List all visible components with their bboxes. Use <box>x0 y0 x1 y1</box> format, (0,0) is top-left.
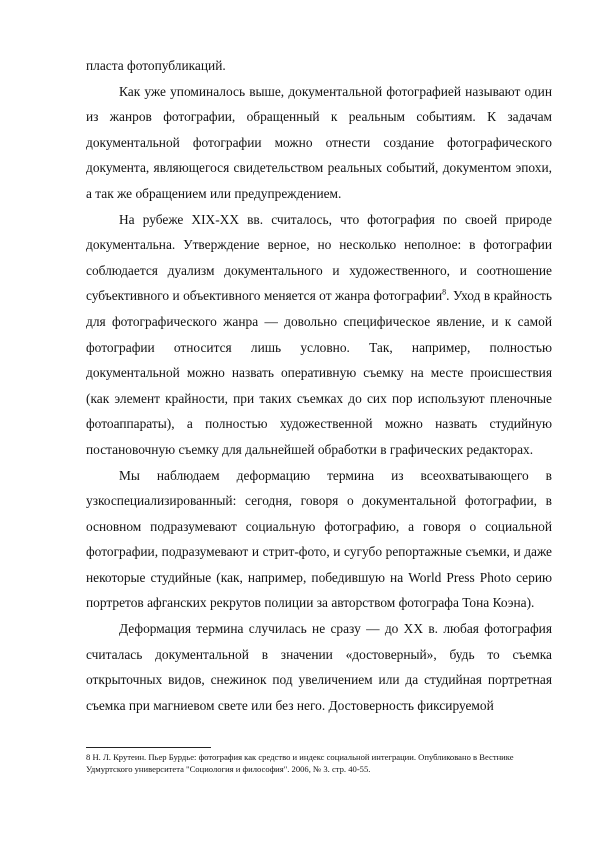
footnote-divider <box>86 747 211 748</box>
footnote-reference[interactable]: 8 <box>442 287 447 297</box>
body-text <box>86 53 552 718</box>
footnote: 8 Н. Л. Крутеин. Пьер Бурдье: фотография как средство и индекс социальной интеграции. Опубликовано в Вестнике Удмуртского университета "Социология и философия". 2006, № 3. стр. 40-55. <box>86 752 514 774</box>
paragraph-2: Как уже упоминалось выше, документальной фотографией называют один из жанров фотографии, обращенный к реальным событиям. К задачам документальной фотографии можно отнести создание фотографического документа, являющегося свидетельством реальных событий, документом эпохи, а так же обращением или предупреждением. <box>86 83 552 201</box>
paragraph-3: На рубеже XIX-XX вв. считалось, что фотография по своей природе документальна. Утверждение верное, но несколько неполное: в фотографии соблюдается дуализм документального и художественного, и соотношение субъективного и объективного меняется от жанра фотографии$^8$. Уход в крайность для фотографического жанра — довольно специфическое явление, и к самой фотографии относится лишь условно. Так, например, полностью документальной можно назвать оперативную съемку на месте происшествия (как элемент крайности, при таких съемках до сих пор используют пленочные фотоаппараты), а полностью художественной можно назвать студийную постановочную съемку для дальнейшей обработки в графических редакторах. <box>86 211 552 457</box>
paragraph-3-continuation: Уход в крайность для фотографического жанра — довольно специфическое явление, и к самой фотографии относится лишь условно. Так, например, полностью документальной можно назвать оперативную съемку на месте происшествия (как элемент крайности, при таких съемках до сих пор используют пленочные фотоаппараты), а полностью художественной можно назвать студийную постановочную съемку для дальнейшей обработки в графических редакторах. <box>86 288 552 457</box>
paragraph-1: пласта фотопубликаций. <box>86 58 226 73</box>
paragraph-3-text: На рубеже XIX-XX вв. считалось, что фотография по своей природе документальна. Утверждение верное, но несколько неполное: в фотографии соблюдается дуализм документального и художественного, и соотношение субъективного и объективного меняется от жанра фотографии <box>86 211 552 304</box>
paragraph-4: Мы наблюдаем деформацию термина из всеохватывающего в узкоспециализированный: сегодня, говоря о документальной фотографии, в основном подразумевают социальную фотографию, а говоря о социальной фотографии, подразумевают и стрит-фото, и сугубо репортажные съемки, и даже некоторые студийные (как, например, победившую на World Press Photo серию портретов афганских рекрутов полиции за авторством фотографа Тона Коэна). <box>86 467 552 611</box>
paragraph-5: Деформация термина случилась не сразу — до XX в. любая фотография считалась документальной в значении «достоверный», будь то съемка открыточных видов, снежинок под увеличением или да студийная портретная съемка при магниевом свете или без него. Достоверность фиксируемой <box>86 621 552 713</box>
